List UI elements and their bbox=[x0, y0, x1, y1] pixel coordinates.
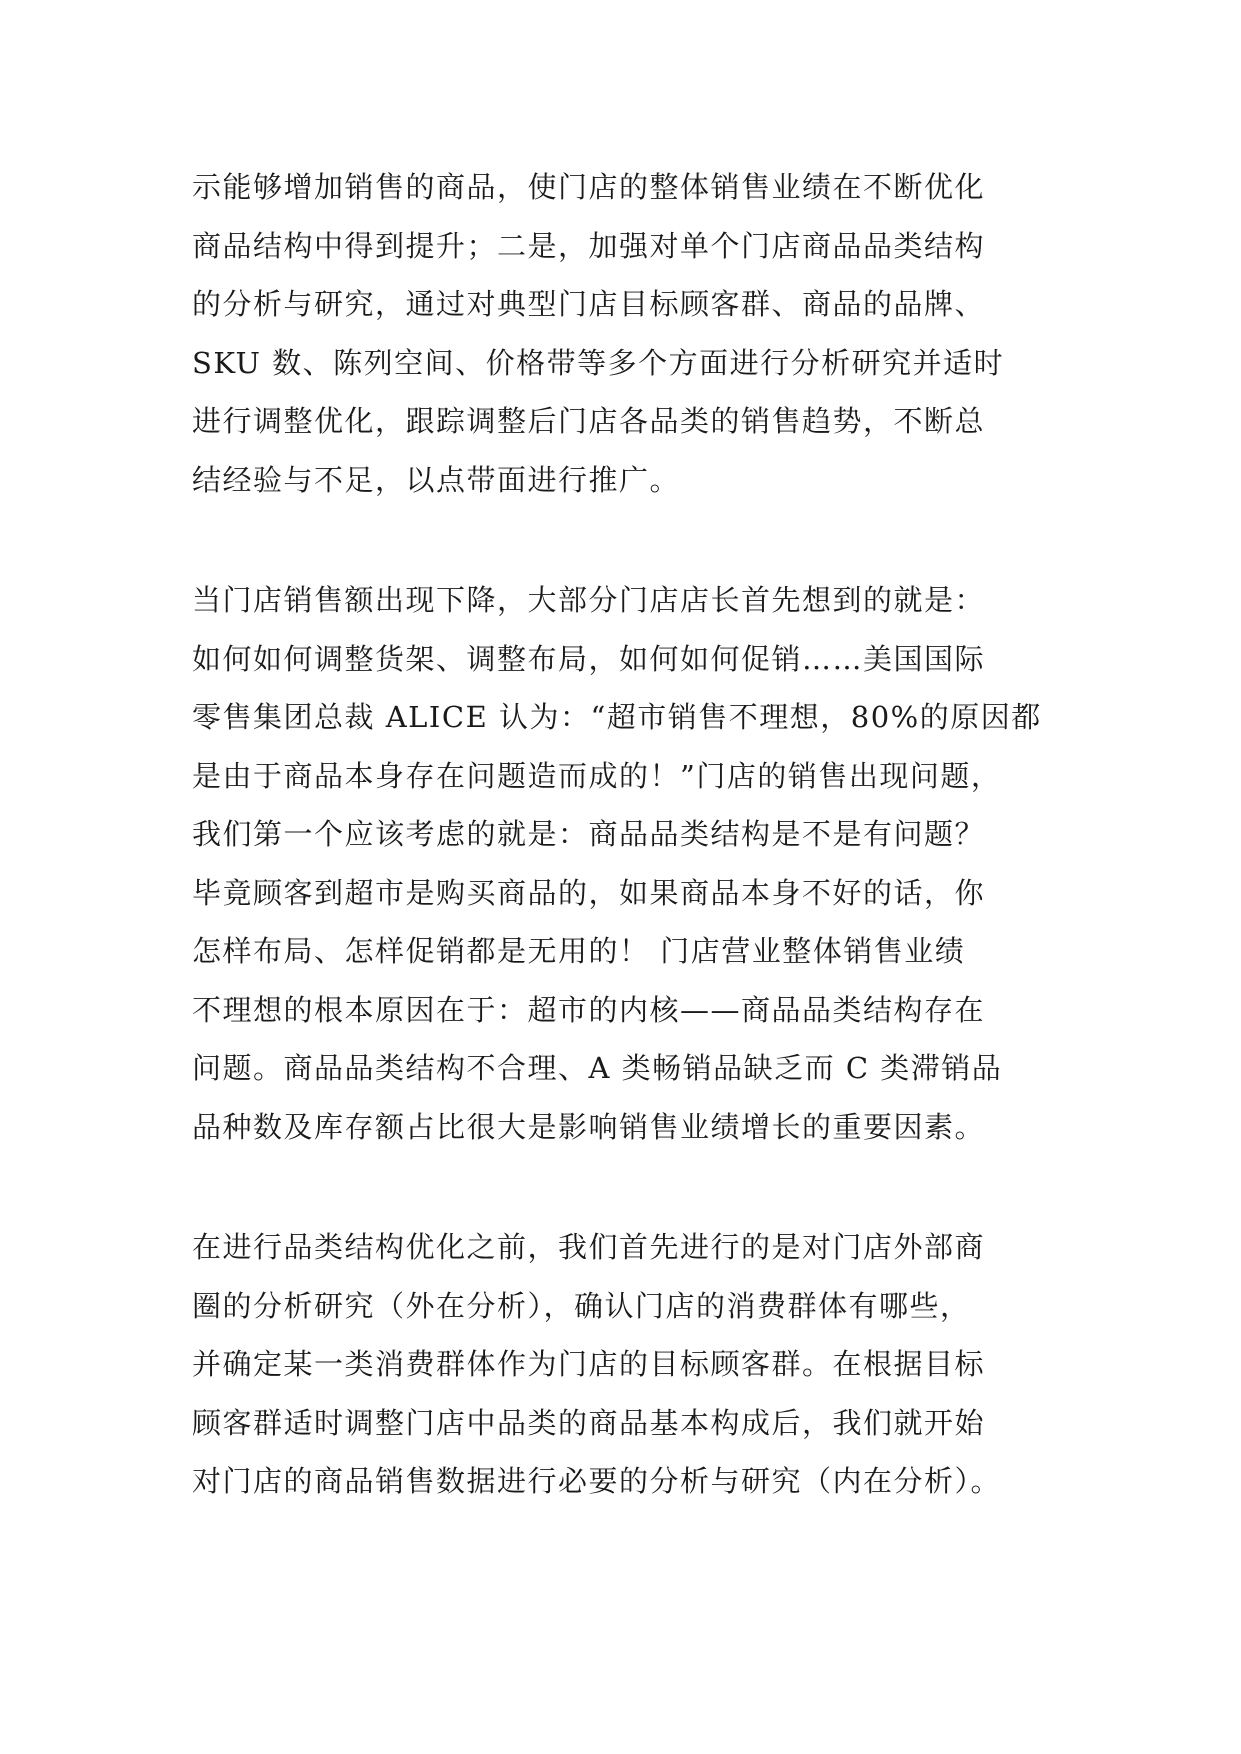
paragraph-3 bbox=[192, 1218, 1092, 1511]
text-line: 零售集团总裁 ALICE 认为：“超市销售不理想，80%的原因都 bbox=[192, 700, 1042, 734]
text-line: 问题。商品品类结构不合理、A 类畅销品缺乏而 C 类滞销品 bbox=[192, 1051, 1003, 1085]
paragraph-spacer bbox=[192, 1156, 1092, 1218]
text-line: 顾客群适时调整门店中品类的商品基本构成后，我们就开始 bbox=[192, 1405, 986, 1440]
text-line: 示能够增加销售的商品，使门店的整体销售业绩在不断优化 bbox=[192, 170, 986, 204]
text-line: 我们第一个应该考虑的就是：商品品类结构是不是有问题？ bbox=[192, 817, 986, 851]
text-line: 结经验与不足，以点带面进行推广。 bbox=[192, 462, 681, 497]
text-line: 进行调整优化，跟踪调整后门店各品类的销售趋势，不断总 bbox=[192, 404, 986, 438]
document-body bbox=[192, 158, 1092, 1511]
text-line: 对门店的商品销售数据进行必要的分析与研究（内在分析）。 bbox=[192, 1464, 1002, 1498]
text-line: 如何如何调整货架、调整布局，如何如何促销……美国国际 bbox=[192, 641, 986, 676]
text-line: 品种数及库存额占比很大是影响销售业绩增长的重要因素。 bbox=[192, 1109, 986, 1144]
text-line: SKU 数、陈列空间、价格带等多个方面进行分析研究并适时 bbox=[192, 345, 1005, 380]
text-line: 是由于商品本身存在问题造而成的！”门店的销售出现问题， bbox=[192, 758, 1002, 793]
text-line: 圈的分析研究（外在分析），确认门店的消费群体有哪些， bbox=[192, 1288, 971, 1323]
text-line: 不理想的根本原因在于：超市的内核——商品品类结构存在 bbox=[192, 992, 986, 1027]
paragraph-2 bbox=[192, 571, 1092, 1156]
text-line: 在进行品类结构优化之前，我们首先进行的是对门店外部商 bbox=[192, 1230, 986, 1264]
text-line: 商品结构中得到提升；二是，加强对单个门店商品品类结构 bbox=[192, 228, 986, 263]
text-line: 怎样布局、怎样促销都是无用的！ 门店营业整体销售业绩 bbox=[192, 934, 966, 968]
text-line: 当门店销售额出现下降，大部分门店店长首先想到的就是： bbox=[192, 583, 986, 617]
text-line: 的分析与研究，通过对典型门店目标顾客群、商品的品牌、 bbox=[192, 287, 986, 321]
paragraph-spacer bbox=[192, 509, 1092, 571]
text-line: 并确定某一类消费群体作为门店的目标顾客群。在根据目标 bbox=[192, 1347, 986, 1381]
paragraph-1 bbox=[192, 158, 1092, 509]
text-line: 毕竟顾客到超市是购买商品的，如果商品本身不好的话，你 bbox=[192, 875, 986, 910]
